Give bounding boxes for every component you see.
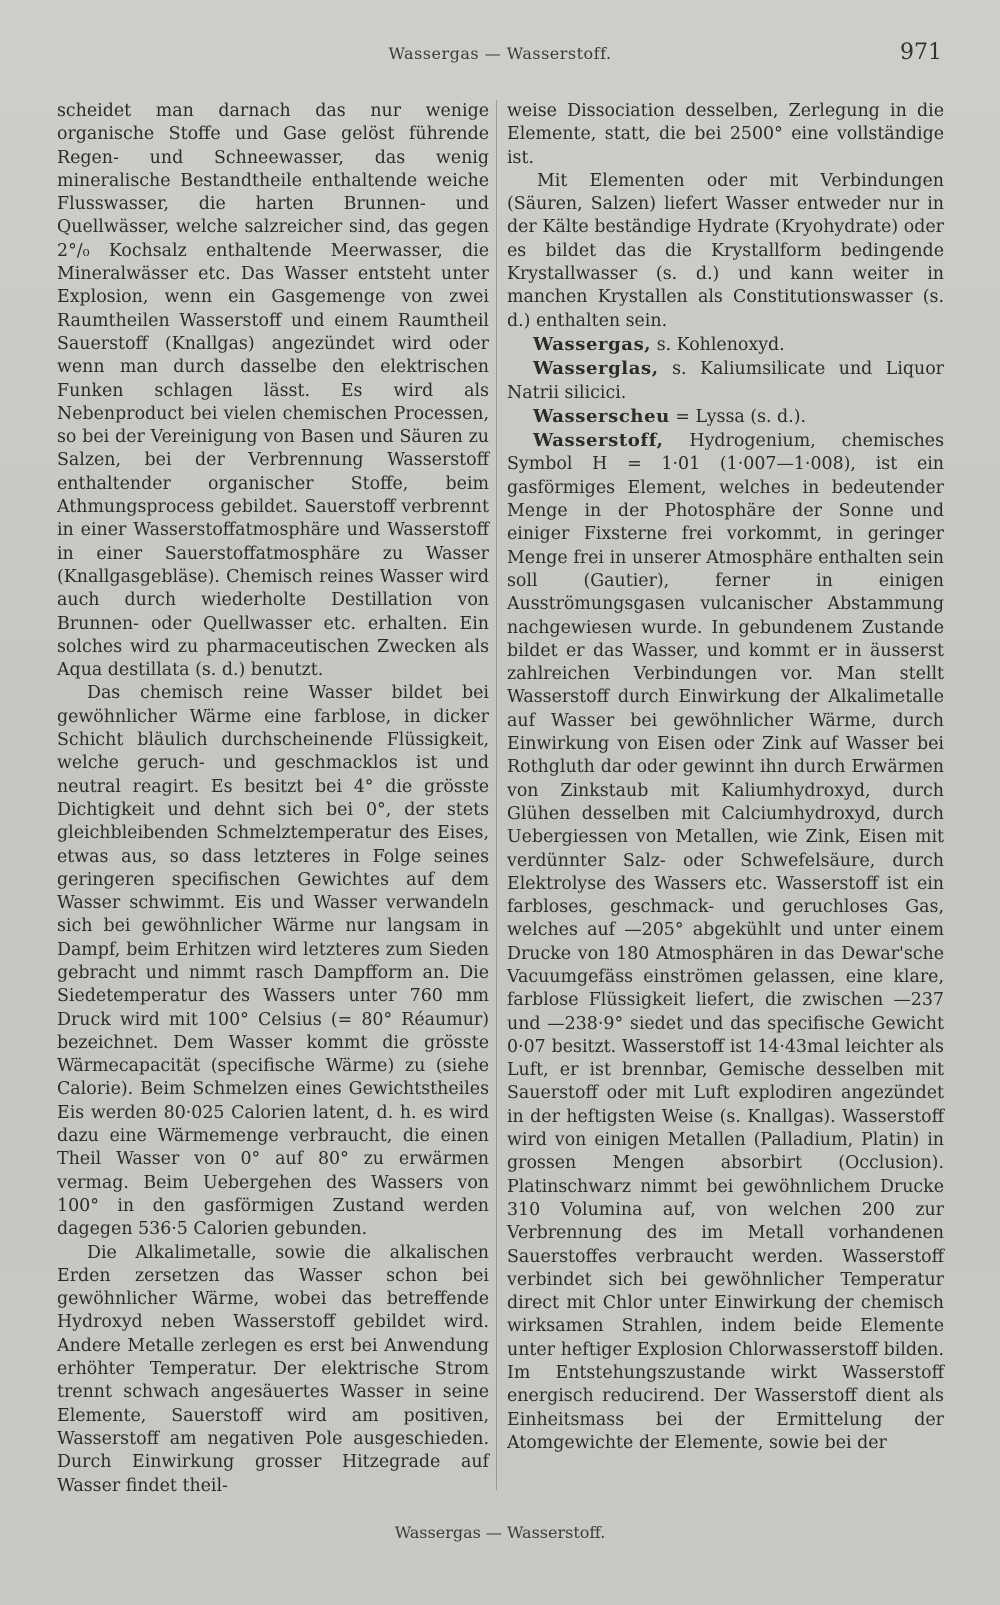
entry-text: s. Kohlenoxyd. [651,334,785,355]
entry-headword: Wassergas, [533,333,652,355]
left-column [57,100,489,1498]
dictionary-entry-wassergas [507,333,944,357]
dictionary-entry-wasserscheu [507,405,944,429]
paragraph: Die Alkalimetalle, sowie die alkalischen Erden zersetzen das Wasser schon bei gewöhnlicher Wärme, wobei das betreffende Hydroxyd neben Wasserstoff gebildet wird. Andere Metalle zerlegen es erst bei Anwendung erhöhter Temperatur. Der elektrische Strom trennt schwach angesäuertes Wasser in seine Elemente, Sauerstoff wird am positiven, Wasserstoff am negativen Pole ausgeschieden. Durch Einwirkung grosser Hitzegrade auf Wasser findet theil- [57,1242,489,1496]
entry-headword: Wasserglas, [533,358,659,380]
running-header: Wassergas — Wasserstoff. [388,44,612,63]
footer-catchword: Wassergas — Wasserstoff. [394,1523,606,1542]
paragraph: weise Dissociation desselben, Zerlegung in die Elemente, statt, die bei 2500° eine vollständige ist. [507,101,944,168]
paragraph: Das chemisch reine Wasser bildet bei gewöhnlicher Wärme eine farblose, in dicker Schicht bläulich durchscheinende Flüssigkeit, welche geruch- und geschmacklos ist und neutral reagirt. Es besitzt bei 4° die grösste Dichtigkeit und dehnt sich bei 0°, der stets gleichbleibenden Schmelztemperatur des Eises, etwas aus, so dass letzteres in Folge seines geringeren specifischen Gewichtes auf dem Wasser schwimmt. Eis und Wasser verwandeln sich bei gewöhnlicher Wärme nur langsam in Dampf, beim Erhitzen wird letzteres zum Sieden gebracht und nimmt rasch Dampfform an. Die Siedetemperatur des Wassers unter 760 mm Druck wird mit 100° Celsius (= 80° Réaumur) bezeichnet. Dem Wasser kommt die grösste Wärmecapacität (specifische Wärme) zu (siehe Calorie). Beim Schmelzen eines Gewichtstheiles Eis werden 80·025 Calorien latent, d. h. es wird dazu eine Wärmemenge verbraucht, die einen Theil Wasser von 0° auf 80° zu erwärmen vermag. Beim Uebergehen des Wassers von 100° in den gasförmigen Zustand werden dagegen 536·5 Calorien gebunden. [57,683,489,1240]
entry-headword: Wasserscheu [533,405,670,427]
dictionary-entry-wasserstoff [507,429,944,1455]
column-divider [496,100,497,1490]
paragraph: Mit Elementen oder mit Verbindungen (Säuren, Salzen) liefert Wasser entweder nur in der Kälte beständige Hydrate (Kryohydrate) oder es bildet das die Krystallform bedingende Krystallwasser (s. d.) und kann weiter in manchen Krystallen als Constitutionswasser (s. d.) enthalten sein. [507,170,944,331]
paragraph: scheidet man darnach das nur wenige organische Stoffe und Gase gelöst führende Regen- und Schneewasser, das wenig mineralische Bestandtheile enthaltende weiche Flusswasser, die harten Brunnen- und Quellwässer, welche salzreicher sind, das gegen 2°/₀ Kochsalz enthaltende Meerwasser, die Mineralwässer etc. Das Wasser entsteht unter Explosion, wenn ein Gasgemenge von zwei Raumtheilen Wasserstoff und einem Raumtheil Sauerstoff (Knallgas) angezündet wird oder wenn man durch dasselbe den elektrischen Funken schlagen lässt. Es wird als Nebenproduct bei vielen chemischen Processen, so bei der Vereinigung von Basen und Säuren zu Salzen, bei der Verbrennung Wasserstoff enthaltender organischer Stoffe, beim Athmungsprocess gebildet. Sauerstoff verbrennt in einer Wasserstoffatmosphäre und Wasserstoff in einer Sauerstoffatmosphäre zu Wasser (Knallgasgebläse). Chemisch reines Wasser wird auch durch wiederholte Destillation von Brunnen- oder Quellwasser etc. erhalten. Ein solches wird zu pharmaceutischen Zwecken als Aqua destillata (s. d.) benutzt. [57,101,489,681]
page-number: 971 [900,40,942,65]
entry-text: Hydrogenium, chemisches Symbol H = 1·01 (1·007—1·008), ist ein gasförmiges Element, welches in bedeutender Menge in der Photosphäre der Sonne und einiger Fixsterne frei vorkommt, in geringer Menge frei in unserer Atmosphäre enthalten sein soll (Gautier), ferner in einigen Ausströmungsgasen vulcanischer Abstammung nachgewiesen wurde. In gebundenem Zustande bildet er das Wasser, und kommt er in äusserst zahlreichen Verbindungen vor. Man stellt Wasserstoff durch Einwirkung der Alkalimetalle auf Wasser bei gewöhnlicher Wärme, durch Einwirkung von Eisen oder Zink auf Wasser bei Rothgluth dar oder gewinnt ihn durch Erwärmen von Zinkstaub mit Kaliumhydroxyd, durch Glühen desselben mit Calciumhydroxyd, durch Uebergiessen von Metallen, wie Zink, Eisen mit verdünnter Salz- oder Schwefelsäure, durch Elektrolyse des Wassers etc. Wasserstoff ist ein farbloses, geschmack- und geruchloses Gas, welches auf —205° abgekühlt und unter einem Drucke von 180 Atmosphären in das Dewar'sche Vacuumgefäss einströmen gelassen, eine klare, farblose Flüssigkeit liefert, die zwischen —237 und —238·9° siedet und das specifische Gewicht 0·07 besitzt. Wasserstoff ist 14·43mal leichter als Luft, er ist brennbar, Gemische desselben mit Sauerstoff oder mit Luft explodiren angezündet in der heftigsten Weise (s. Knallgas). Wasserstoff wird von einigen Metallen (Palladium, Platin) in grossen Mengen absorbirt (Occlusion). Platinschwarz nimmt bei gewöhnlichem Drucke 310 Volumina auf, von welchen 200 zur Verbrennung des im Metall vorhandenen Sauerstoffes verbraucht werden. Wasserstoff verbindet sich bei gewöhnlicher Temperatur direct mit Chlor unter Einwirkung der chemisch wirksamen Strahlen, indem beide Elemente unter heftiger Explosion Chlorwasserstoff bilden. Im Entstehungszustande wirkt Wasserstoff energisch reducirend. Der Wasserstoff dient als Einheitsmass bei der Ermittelung der Atomgewichte der Elemente, sowie bei der [507,431,944,1453]
entry-text: = Lyssa (s. d.). [669,406,807,427]
dictionary-entry-wasserglas [507,357,944,405]
right-column [507,100,944,1455]
entry-text: s. Kaliumsilicate und Liquor Natrii silicici. [507,359,944,403]
entry-headword: Wasserstoff, [533,430,664,452]
